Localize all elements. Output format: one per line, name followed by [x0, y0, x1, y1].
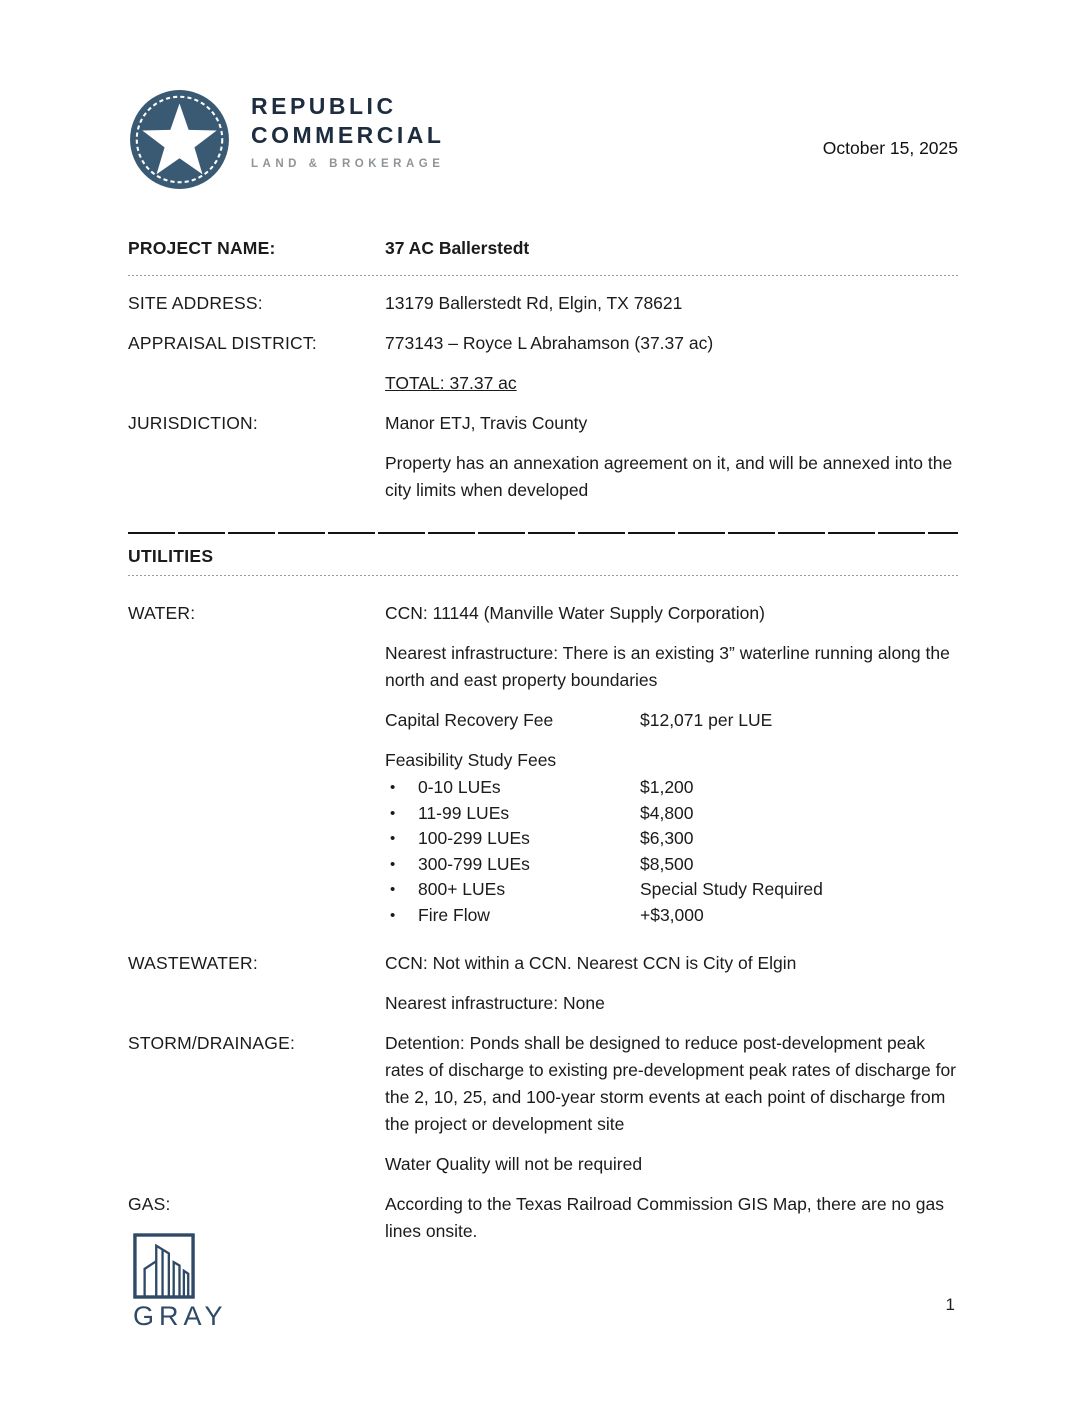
water-quality-note: Water Quality will not be required — [385, 1154, 643, 1174]
fee-tier: Fire Flow — [418, 904, 490, 925]
site-address-label: SITE ADDRESS: — [128, 293, 263, 313]
fee-amount: $6,300 — [640, 828, 694, 848]
water-label: WATER: — [128, 603, 196, 623]
jurisdiction-label: JURISDICTION: — [128, 413, 258, 433]
wastewater-row — [128, 950, 958, 977]
fee-tier: 0-10 LUEs — [418, 777, 501, 797]
appraisal-district-value: 773143 – Royce L Abrahamson (37.37 ac) — [385, 333, 714, 353]
fee-list-item — [385, 903, 958, 929]
bullet-icon: • — [390, 855, 396, 873]
capital-recovery-fee-value: $12,071 per LUE — [640, 710, 773, 730]
total-acreage-row — [128, 370, 958, 397]
jurisdiction-value: Manor ETJ, Travis County — [385, 413, 588, 433]
gas-label: GAS: — [128, 1194, 171, 1214]
appraisal-district-row — [128, 330, 958, 357]
section-divider — [128, 532, 958, 534]
fee-list-item — [385, 877, 958, 903]
wastewater-label: WASTEWATER: — [128, 953, 258, 973]
capital-recovery-fee-row — [385, 707, 958, 734]
bullet-icon: • — [390, 830, 396, 847]
bullet-icon: • — [390, 906, 396, 924]
dotted-divider — [128, 275, 958, 276]
wastewater-infrastructure: Nearest infrastructure: None — [385, 993, 605, 1013]
fee-tier: 300-799 LUEs — [418, 853, 530, 874]
fee-amount: $4,800 — [640, 802, 694, 823]
brand-tagline: LAND & BROKERAGE — [251, 158, 445, 170]
feasibility-fee-list — [385, 775, 958, 928]
project-name-label: PROJECT NAME: — [128, 238, 276, 258]
site-address-row — [128, 290, 958, 317]
storm-detention-note: Detention: Ponds shall be designed to reduce post-development peak rates of discharge to existing pre-development peak rates of discharge for the 2, 10, 25, and 100-year storm events at each point of discharge from the project or development site — [385, 1033, 957, 1134]
project-info-section — [0, 235, 1088, 576]
fee-list-item — [385, 801, 958, 827]
fee-tier: 11-99 LUEs — [418, 802, 510, 823]
fee-amount: +$3,000 — [640, 904, 704, 925]
gray-wordmark: GRAY — [133, 1301, 228, 1331]
water-details — [385, 640, 958, 928]
fee-list-item — [385, 775, 958, 801]
appraisal-district-label: APPRAISAL DISTRICT: — [128, 333, 317, 353]
bullet-icon: • — [390, 804, 396, 822]
site-address-value: 13179 Ballerstedt Rd, Elgin, TX 78621 — [385, 293, 683, 313]
fee-amount: Special Study Required — [640, 879, 823, 899]
document-date: October 15, 2025 — [822, 138, 958, 158]
utilities-section-title: UTILITIES — [128, 546, 214, 566]
water-row — [128, 600, 958, 627]
brand-name-line2: COMMERCIAL — [251, 122, 445, 148]
capital-recovery-fee-label: Capital Recovery Fee — [385, 710, 554, 730]
wastewater-ccn: CCN: Not within a CCN. Nearest CCN is City of Elgin — [385, 953, 797, 973]
fee-list-item — [385, 826, 958, 852]
jurisdiction-row — [128, 410, 958, 437]
brand-wordmark — [251, 88, 444, 170]
page-number: 1 — [945, 1295, 955, 1314]
fee-list-item — [385, 852, 958, 878]
fee-tier: 100-299 LUEs — [418, 828, 530, 848]
fee-amount: $1,200 — [640, 777, 694, 797]
water-infrastructure: Nearest infrastructure: There is an existing 3” waterline running along the north and east property boundaries — [385, 643, 950, 690]
gray-footer-logo — [133, 1233, 228, 1332]
jurisdiction-note: Property has an annexation agreement on it, and will be annexed into the city limits when developed — [385, 453, 953, 500]
gas-row — [128, 1191, 958, 1245]
jurisdiction-note-row — [128, 450, 958, 504]
utilities-section — [0, 600, 1088, 1245]
dotted-divider — [128, 575, 958, 576]
bullet-icon: • — [390, 779, 396, 796]
project-name-row — [128, 235, 958, 262]
feasibility-fees-title: Feasibility Study Fees — [385, 750, 557, 770]
spacer — [128, 928, 958, 950]
star-circle-logo-icon — [128, 88, 231, 191]
fee-amount: $8,500 — [640, 853, 694, 874]
gray-buildings-icon — [133, 1233, 195, 1299]
gas-note: According to the Texas Railroad Commission GIS Map, there are no gas lines onsite. — [385, 1194, 944, 1241]
water-ccn: CCN: 11144 (Manville Water Supply Corporation) — [385, 603, 765, 623]
project-name-value: 37 AC Ballerstedt — [385, 238, 530, 258]
storm-drainage-label: STORM/DRAINAGE: — [128, 1033, 296, 1053]
brand-name-line1: REPUBLIC — [251, 93, 397, 119]
republic-commercial-brand — [128, 88, 444, 191]
bullet-icon: • — [390, 881, 396, 898]
fee-tier: 800+ LUEs — [418, 879, 506, 899]
total-acreage-value: TOTAL: 37.37 ac — [385, 373, 517, 393]
document-header — [0, 0, 1088, 191]
storm-drainage-row — [128, 1030, 958, 1138]
